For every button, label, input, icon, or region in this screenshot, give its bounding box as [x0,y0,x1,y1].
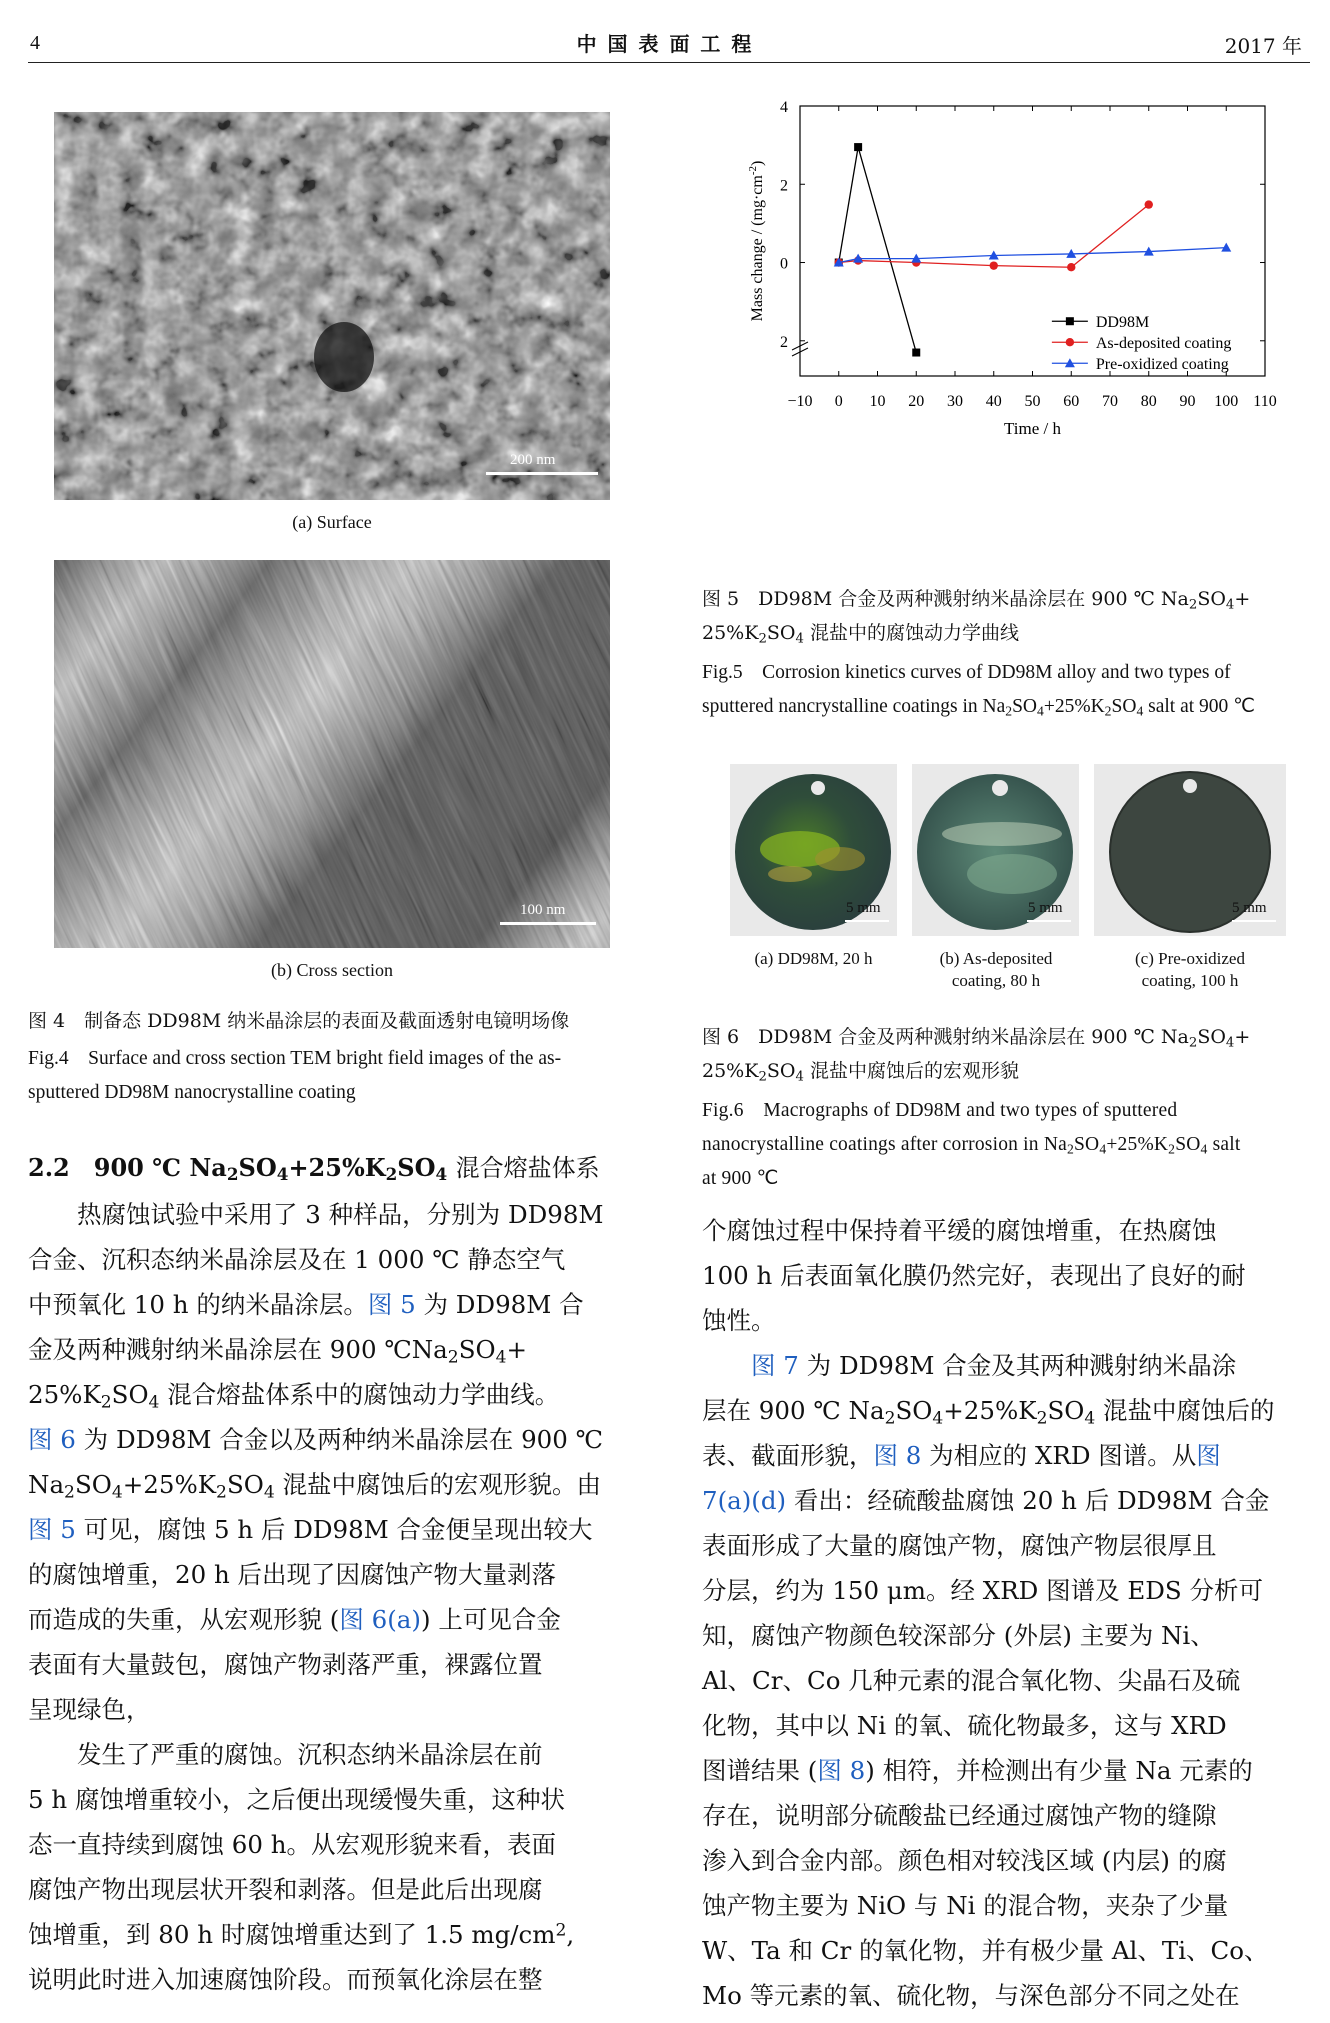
x-tick-label: 60 [1063,393,1080,410]
series-line [839,248,1227,263]
x-tick-label: 100 [1214,393,1239,410]
scale-bar-label: 5 mm [846,900,881,916]
fig6b-label: (b) As-deposited coating, 80 h [939,949,1053,990]
header-rule [28,62,1310,63]
corrosion-kinetics-chart [700,100,1320,570]
x-tick-label: 10 [869,393,886,410]
fig6c-label: (c) Pre-oxidized coating, 100 h [1135,949,1245,990]
scale-bar-label: 5 mm [1028,900,1063,916]
scale-bar-label: 200 nm [510,452,556,468]
x-tick-label: 90 [1179,393,1196,410]
scale-bar-label: 5 mm [1232,900,1267,916]
fig4-caption-en-line1: Fig.4 Surface and cross section TEM bright field images of the as- [28,1048,562,1069]
fig4b-label: (b) Cross section [271,960,393,980]
x-axis-label: Time / h [1003,419,1062,438]
x-tick-label: 0 [834,393,843,410]
y-tick-label: 2 [780,333,788,351]
right-body-text: 个腐蚀过程中保持着平缓的腐蚀增重，在热腐蚀 100 h 后表面氧化膜仍然完好，表现出了良好的耐 蚀性。 图 7 为 DD98M 合金及其两种溅射纳米晶涂 层在 900 ℃ $Na_2SO_4+25\%K_2SO_4$ 混盐中腐蚀后的 表、截面形貌，图 8 为相应的 XRD 图谱。从图 7(a)(d) 看出：经硫酸盐腐蚀 20 h 后 DD98M 合金 表面形成了大量的腐蚀产物，腐蚀产物层很厚且 分层，约为 150 μm。经 XRD 图谱及 EDS 分析可 知，腐蚀产物颜色较深部分 (外层) 主要为 Ni、 Al、Cr、Co 几种元素的混合氧化物、尖晶石及硫 化物，其中以 Ni 的氧、硫化物最多，这与 XRD 图谱结果 (图 8) 相符，并检测出有少量 Na 元素的 存在，说明部分硫酸盐已经通过腐蚀产物的缝隙 渗入到合金内部。颜色相对较浅区域 (内层) 的腐 蚀产物主要为 NiO 与 Ni 的混合物，夹杂了少量 W、Ta 和 Cr 的氧化物，并有极少量 Al、Ti、Co、 Mo 等元素的氧、硫化物，与深色部分不同之处在 [702,1216,1275,2010]
fig5-link[interactable]: 图 5 [28,1515,76,1544]
fig4a-label: (a) Surface [292,512,372,532]
data-point [912,349,920,357]
tem-cross-section-image [54,560,610,948]
journal-title: 中 国 表 面 工 程 [576,32,754,56]
legend-label: As-deposited coating [1095,335,1232,353]
x-tick-label: 80 [1140,393,1157,410]
fig6a-link[interactable]: 图 6(a) [339,1605,421,1634]
x-tick-label: 70 [1102,393,1118,410]
fig4-caption-cn: 图 4 制备态 DD98M 纳米晶涂层的表面及截面透射电镜明场像 [28,1010,570,1032]
fig6-link[interactable]: 图 6 [28,1425,76,1454]
fig6-caption-cn: 图 6 DD98M 合金及两种溅射纳米晶涂层在 900 ℃ $Na_2SO_4+$ $25\%K_2SO_4$ 混盐中腐蚀后的宏观形貌 [702,1026,1251,1085]
y-tick-label: 0 [780,255,788,273]
data-point [1066,338,1074,346]
x-tick-label: 40 [985,393,1002,410]
data-point [1145,200,1153,208]
fig7-link[interactable]: 图 7 [751,1351,799,1380]
year: 2017 年 [1224,34,1302,58]
fig6a-label: (a) DD98M, 20 h [754,949,873,968]
legend-label: Pre-oxidized coating [1095,356,1229,374]
y-tick-label: 4 [780,100,788,116]
macrograph-dd98m [730,764,897,936]
section-heading: 2.2 900 ℃ $Na_2SO_4+25\%K_2SO_4$ 混合熔盐体系 [28,1153,600,1185]
tem-surface-image [54,112,610,500]
fig5-link[interactable]: 图 5 [367,1290,416,1319]
fig5-caption-en: Fig.5 Corrosion kinetics curves of DD98M alloy and two types of sputtered nancrystalline coatings in $Na_2SO_4+25\%K_2SO_4$ salt at 900 ℃ [702,662,1256,719]
y-tick-label: 2 [780,177,788,195]
fig8-link[interactable]: 图 8 [817,1756,866,1785]
legend-label: DD98M [1095,314,1150,332]
data-point [1067,263,1075,271]
fig6-caption-en: Fig.6 Macrographs of DD98M and two types of sputtered nanocrystalline coatings after corrosion in $Na_2SO_4+25\%K_2SO_4$ salt at 900 ℃ [702,1100,1241,1189]
x-tick-label: −10 [787,393,813,410]
x-tick-label: 50 [1024,393,1041,410]
fig8-link[interactable]: 图 8 [873,1441,922,1470]
macrograph-as-deposited [912,764,1079,936]
x-tick-label: 110 [1253,393,1277,410]
left-body-text: 热腐蚀试验中采用了 3 种样品，分别为 DD98M 合金、沉积态纳米晶涂层及在 1 000 ℃ 静态空气 中预氧化 10 h 的纳米晶涂层。图 5 为 DD98M 合 金及两种溅射纳米晶涂层在 900 $℃Na_2SO_4+$ $25\%K_2SO_4$ 混合熔盐体系中的腐蚀动力学曲线。 图 6 为 DD98M 合金以及两种纳米晶涂层在 900 ℃ $Na_2SO_4+25\%K_2SO_4$ 混盐中腐蚀后的宏观形貌。由 图 5 可见，腐蚀 5 h 后 DD98M 合金便呈现出较大 的腐蚀增重，20 h 后出现了因腐蚀产物大量剥落 而造成的失重，从宏观形貌 (图 6(a)) 上可见合金 表面有大量鼓包，腐蚀产物剥落严重，裸露位置 呈现绿色， 发生了严重的腐蚀。沉积态纳米晶涂层在前 5 h 腐蚀增重较小，之后便出现缓慢失重，这种状 态一直持续到腐蚀 60 h。从宏观形貌来看，表面 腐蚀产物出现层状开裂和剥落。但是此后出现腐 蚀增重，到 80 h 时腐蚀增重达到了 1.5 $mg/cm^2$, 说明此时进入加速腐蚀阶段。而预氧化涂层在整 [28,1200,604,1994]
fig7ad-link[interactable]: 7(a)(d) [702,1486,787,1515]
data-point [1221,243,1231,252]
x-tick-label: 30 [947,393,963,410]
data-point [854,143,862,151]
data-point [990,261,998,269]
data-point [1066,317,1074,325]
fig4-caption-en-line2: sputtered DD98M nanocrystalline coating [28,1082,356,1103]
y-axis-label: Mass change / $(mg\cdot cm^{-2})$ [747,160,766,322]
x-tick-label: 20 [908,393,925,410]
series-line [839,147,917,352]
page-number: 4 [30,32,40,54]
fig7-link[interactable]: 图 [1196,1441,1221,1470]
fig5-caption-cn: 图 5 DD98M 合金及两种溅射纳米晶涂层在 900 ℃ $Na_2SO_4+$ $25\%K_2SO_4$ 混盐中的腐蚀动力学曲线 [702,588,1251,647]
scale-bar-label: 100 nm [520,902,566,918]
macrograph-pre-oxidized [1094,764,1286,936]
